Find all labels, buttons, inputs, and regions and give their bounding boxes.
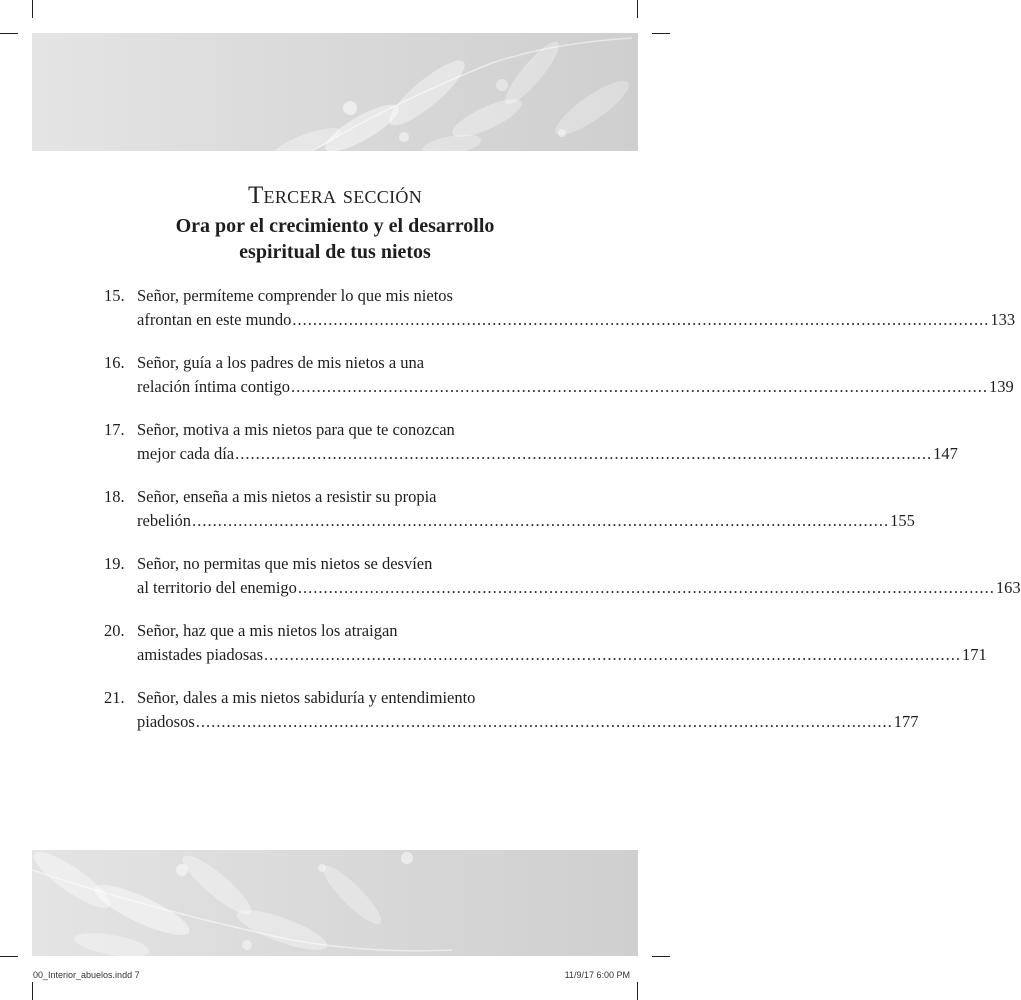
toc-page-number: 177 — [893, 712, 919, 731]
toc-dot-leader: ........................................................................................................................................ — [264, 645, 962, 664]
leaf-pattern-top — [32, 33, 638, 151]
toc-number: 16. — [104, 353, 125, 372]
toc-entry-21 — [104, 688, 919, 736]
toc-entry-15 — [104, 286, 1016, 334]
toc-title-line-1: Señor, enseña a mis nietos a resistir su propia — [137, 487, 437, 506]
crop-mark-bottom-left-vertical — [32, 982, 33, 1000]
toc-entry-20 — [104, 621, 987, 669]
toc-number: 15. — [104, 286, 125, 305]
slug-filename: 00_Interior_abuelos.indd 7 — [33, 970, 140, 980]
section-subtitle-line-2: espiritual de tus nietos — [239, 241, 431, 263]
toc-page-number: 133 — [990, 310, 1016, 329]
crop-mark-top-right-horizontal — [652, 33, 670, 34]
toc-number: 18. — [104, 487, 125, 506]
crop-mark-top-left-vertical — [32, 0, 33, 18]
toc-dot-leader: ........................................................................................................................................ — [235, 444, 933, 463]
toc-title-line-2: relación íntima contigo — [137, 377, 291, 396]
toc-dot-leader: ........................................................................................................................................ — [192, 511, 890, 530]
toc-dot-leader: ........................................................................................................................................ — [292, 310, 990, 329]
toc-title-line-2: rebelión — [137, 511, 192, 530]
toc-number: 19. — [104, 554, 125, 573]
toc-entry-18 — [104, 487, 915, 535]
crop-mark-top-right-vertical — [637, 0, 638, 18]
toc-page-number: 155 — [890, 511, 915, 530]
toc-number: 21. — [104, 688, 125, 707]
section-subtitle-line-1: Ora por el crecimiento y el desarrollo — [175, 215, 495, 237]
crop-mark-bottom-right-vertical — [637, 982, 638, 1000]
crop-mark-top-left-horizontal — [0, 33, 18, 34]
toc-title-line-1: Señor, permíteme comprender lo que mis nietos — [137, 286, 453, 305]
toc-dot-leader: ........................................................................................................................................ — [291, 377, 989, 396]
crop-mark-bottom-right-horizontal — [652, 956, 670, 957]
toc-title-line-1: Señor, guía a los padres de mis nietos a una — [137, 353, 425, 372]
toc-title-line-2: mejor cada día — [137, 444, 235, 463]
toc-page-number: 139 — [989, 377, 1014, 396]
crop-mark-bottom-left-horizontal — [0, 956, 18, 957]
header-decorative-band — [32, 33, 638, 151]
toc-entry-17 — [104, 420, 958, 468]
toc-title-line-2: amistades piadosas — [137, 645, 264, 664]
toc-page-number: 147 — [933, 444, 958, 463]
toc-title-line-2: piadosos — [137, 712, 195, 731]
footer-decorative-band — [32, 850, 638, 956]
leaf-pattern-bottom — [32, 850, 638, 956]
toc-title-line-1: Señor, motiva a mis nietos para que te conozcan — [137, 420, 455, 439]
toc-title-line-1: Señor, no permitas que mis nietos se desvíen — [137, 554, 433, 573]
toc-dot-leader: ........................................................................................................................................ — [195, 712, 893, 731]
toc-page-number: 163 — [995, 578, 1021, 597]
section-heading: Tercera sección — [247, 182, 423, 209]
toc-title-line-1: Señor, haz que a mis nietos los atraigan — [137, 621, 398, 640]
toc-number: 17. — [104, 420, 125, 439]
toc-title-line-1: Señor, dales a mis nietos sabiduría y entendimiento — [137, 688, 476, 707]
toc-title-line-2: al territorio del enemigo — [137, 578, 297, 597]
toc-entry-16 — [104, 353, 1014, 401]
toc-title-line-2: afrontan en este mundo — [137, 310, 292, 329]
toc-number: 20. — [104, 621, 125, 640]
toc-page-number: 171 — [962, 645, 987, 664]
toc-dot-leader: ........................................................................................................................................ — [297, 578, 995, 597]
slug-timestamp: 11/9/17 6:00 PM — [564, 970, 630, 980]
toc-entry-19 — [104, 554, 1021, 602]
